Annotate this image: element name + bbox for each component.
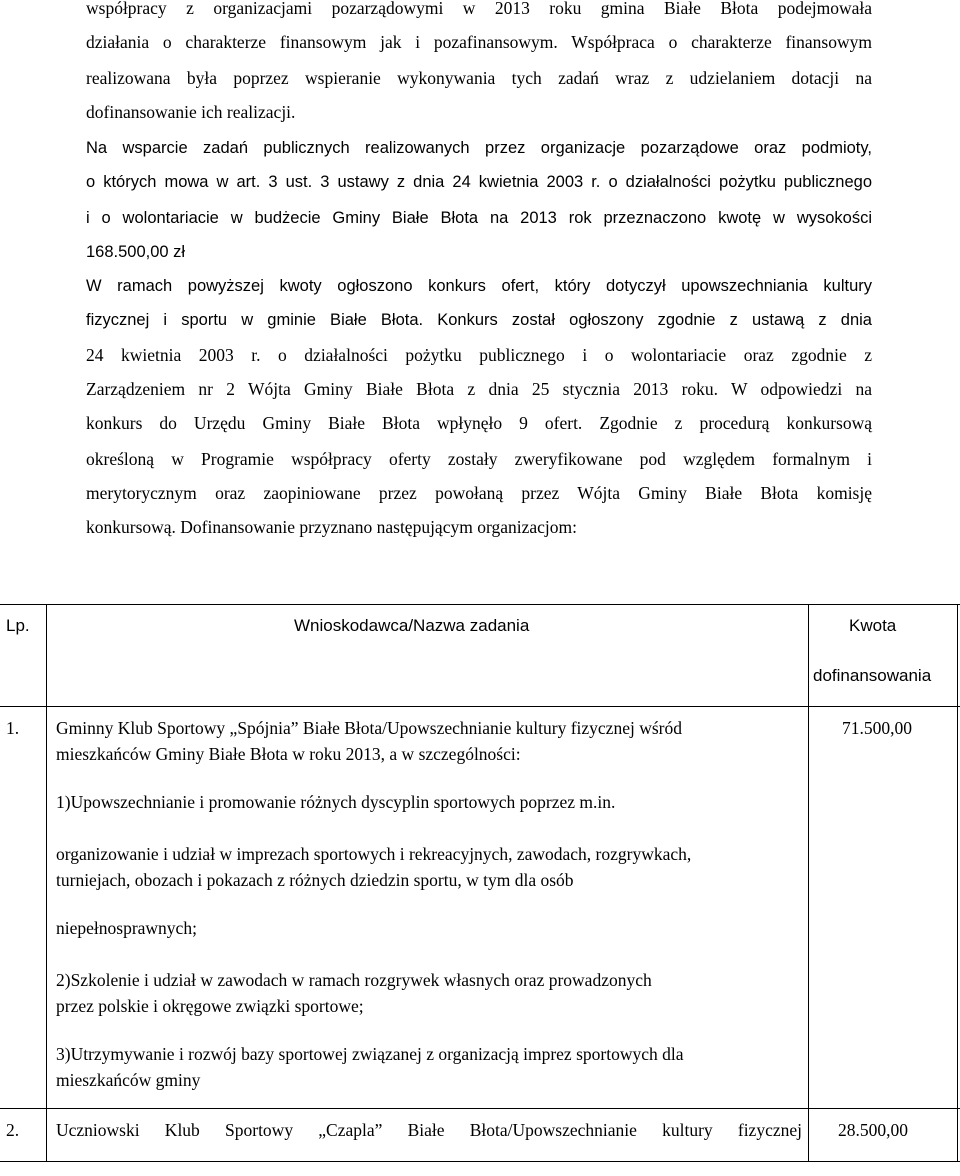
paragraph-line: realizowana była poprzez wspieranie wykonywania tych zadań wraz z udzielaniem dotacji na (86, 68, 872, 88)
row-text-line: Uczniowski Klub Sportowy „Czapla” Białe Błota/Upowszechnianie kultury fizycznej (56, 1120, 802, 1140)
column-divider (46, 604, 47, 1161)
header-amount: Kwota (849, 616, 897, 635)
paragraph-line: fizycznej i sportu w gminie Białe Błota. Konkurs został ogłoszony zgodnie z ustawą z dnia (86, 311, 872, 329)
paragraph-line: działania o charakterze finansowym jak i pozafinansowym. Współpraca o charakterze finansowym (86, 32, 872, 52)
row-text-line: przez polskie i okręgowe związki sportowe; (56, 996, 364, 1016)
row-text-line: niepełnosprawnych; (56, 918, 197, 938)
row-divider (0, 1108, 960, 1109)
paragraph-line: konkursową. Dofinansowanie przyznano następującym organizacjom: (86, 517, 577, 537)
row-text-line: Gminny Klub Sportowy „Spójnia” Białe Błota/Upowszechnianie kultury fizycznej wśród (56, 718, 682, 738)
paragraph-line: określoną w Programie współpracy oferty zostały zweryfikowane pod względem formalnym i (86, 449, 872, 469)
paragraph-line: merytorycznym oraz zaopiniowane przez powołaną przez Wójta Gminy Białe Błota komisję (86, 483, 872, 503)
paragraph-line: o których mowa w art. 3 ust. 3 ustawy z dnia 24 kwietnia 2003 r. o działalności pożytku publicznego (86, 173, 872, 191)
paragraph-line: Zarządzeniem nr 2 Wójta Gminy Białe Błota z dnia 25 stycznia 2013 roku. W odpowiedzi na (86, 379, 872, 399)
table-right-border (957, 604, 958, 1161)
paragraph-line: dofinansowanie ich realizacji. (86, 102, 296, 122)
row-text-line: turniejach, obozach i pokazach z różnych dziedzin sportu, w tym dla osób (56, 870, 574, 890)
paragraph-line: W ramach powyższej kwoty ogłoszono konkurs ofert, który dotyczył upowszechniania kultury (86, 277, 872, 295)
paragraph-line: 24 kwietnia 2003 r. o działalności pożytku publicznego i o wolontariacie oraz zgodnie z (86, 345, 872, 365)
column-divider (808, 604, 809, 1161)
row-lp: 1. (6, 718, 20, 738)
row-amount: 71.500,00 (842, 718, 912, 738)
row-text-line: 1)Upowszechnianie i promowanie różnych dyscyplin sportowych poprzez m.in. (56, 792, 616, 812)
header-bottom-border (0, 706, 960, 707)
paragraph-line: i o wolontariacie w budżecie Gminy Białe Błota na 2013 rok przeznaczono kwotę w wysokości (86, 209, 872, 227)
row-text-line: mieszkańców Gminy Białe Błota w roku 2013, a w szczególności: (56, 744, 521, 764)
row-lp: 2. (6, 1120, 20, 1140)
row-text-line: 2)Szkolenie i udział w zawodach w ramach rozgrywek własnych oraz prowadzonych (56, 970, 652, 990)
header-amount: dofinansowania (813, 666, 932, 685)
row-text-line: 3)Utrzymywanie i rozwój bazy sportowej związanej z organizacją imprez sportowych dla (56, 1044, 684, 1064)
paragraph-line: konkurs do Urzędu Gminy Białe Błota wpłynęło 9 ofert. Zgodnie z procedurą konkursową (86, 413, 872, 433)
paragraph-line: współpracy z organizacjami pozarządowymi w 2013 roku gmina Białe Błota podejmowała (86, 0, 872, 18)
row-text-line: organizowanie i udział w imprezach sportowych i rekreacyjnych, zawodach, rozgrywkach, (56, 844, 692, 864)
table-top-border (0, 604, 960, 605)
row-amount: 28.500,00 (838, 1120, 908, 1140)
header-name: Wnioskodawca/Nazwa zadania (294, 616, 530, 635)
paragraph-line: 168.500,00 zł (86, 243, 186, 261)
paragraph-line: Na wsparcie zadań publicznych realizowanych przez organizacje pozarządowe oraz podmioty, (86, 139, 872, 157)
table-bottom-border (0, 1161, 960, 1162)
header-lp: Lp. (6, 616, 30, 635)
row-text-line: mieszkańców gminy (56, 1070, 201, 1090)
